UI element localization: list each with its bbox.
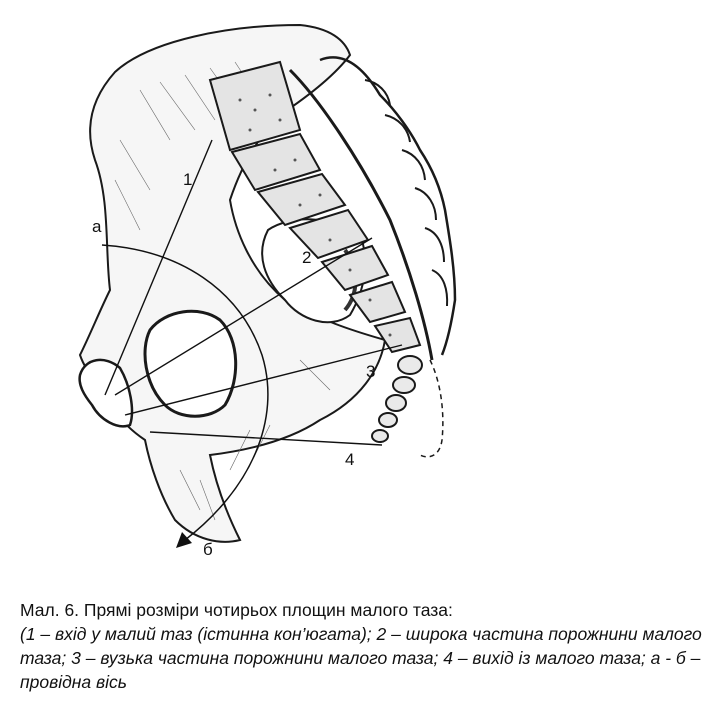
label-3: 3 — [366, 362, 376, 381]
label-2: 2 — [302, 248, 312, 267]
label-4: 4 — [345, 450, 355, 469]
coccyx — [372, 356, 422, 442]
label-a: а — [92, 217, 102, 236]
label-1: 1 — [183, 170, 193, 189]
coccyx-dashed-outline — [420, 360, 443, 457]
label-b: б — [203, 540, 213, 559]
caption-description: (1 – вхід у малий таз (істинна кон’югата); 2 – широка частина порожнини малого таза; 3 – вузька частина порожнини малого таза; 4 – вихід із малого таза; а - б – провідна вісь — [20, 624, 702, 692]
figure-caption — [20, 598, 720, 694]
axis-arrowhead — [176, 532, 192, 548]
caption-title: Мал. 6. Прямі розміри чотирьох площин малого таза: — [20, 600, 453, 620]
